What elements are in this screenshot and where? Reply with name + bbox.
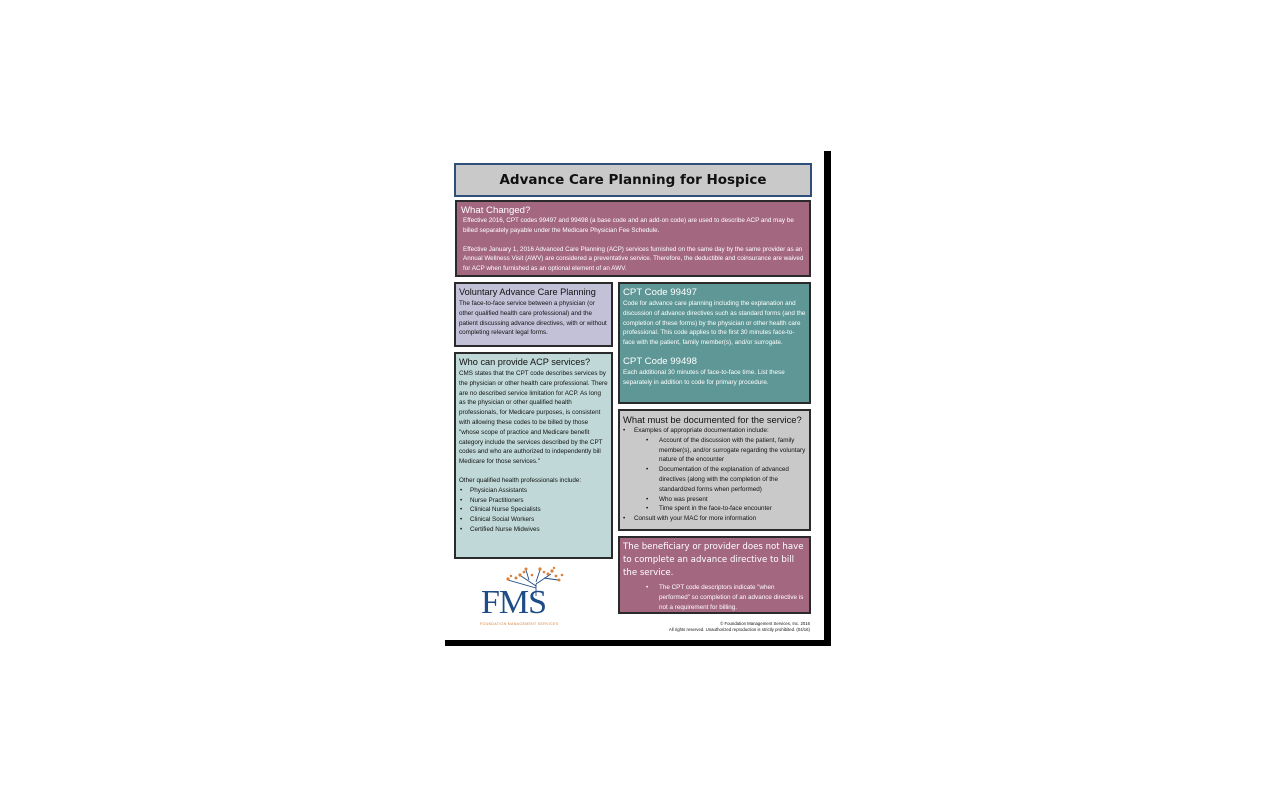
- cpt-codes-box: [618, 282, 811, 404]
- documentation-list: [623, 426, 806, 436]
- documentation-heading: What must be documented for the service?: [623, 414, 802, 425]
- what-changed-paragraph-2: Effective January 1, 2016 Advanced Care Planning (ACP) services furnished on the same day by the same provider as an Annual Wellness Visit (AWV) are considered a preventative service. Therefore, the deductible and coinsurance are waived for ACP when furnished as an optional element of an AWV.: [463, 245, 804, 273]
- cpt-99497-text: Code for advance care planning including the explanation and discussion of advance directives such as standard forms (and the completion of these forms) by the physician or other health care professional. This code applies to the first 30 minutes face-to-face with the patient, family member(s), and/or surrogate.: [623, 300, 806, 347]
- documentation-list-end: [623, 514, 806, 524]
- not-required-box: [618, 536, 811, 614]
- what-changed-heading: What Changed?: [461, 205, 531, 216]
- page-shadow-right: [824, 151, 831, 646]
- document-title: Advance Care Planning for Hospice: [499, 172, 767, 188]
- cpt-99498-text: Each additional 30 minutes of face-to-face time. List these separately in addition to code for primary procedure.: [623, 368, 785, 386]
- list-item: • Who was present: [633, 495, 806, 505]
- cpt-99498-heading: CPT Code 99498: [623, 355, 697, 367]
- voluntary-acp-heading: Voluntary Advance Care Planning: [459, 287, 596, 297]
- list-item: • Nurse Practitioners: [459, 496, 608, 506]
- copyright-line-1: © Foundation Management Services, Inc. 2016: [720, 621, 810, 626]
- not-required-heading: The beneficiary or provider does not have to complete an advance directive to bill the service.: [623, 542, 804, 578]
- documentation-box: [618, 409, 811, 531]
- fms-logo: [478, 566, 566, 630]
- list-item: • Certified Nurse Midwives: [459, 525, 608, 535]
- fms-logo-tagline: FOUNDATION MANAGEMENT SERVICES: [480, 622, 559, 626]
- list-item: • Clinical Social Workers: [459, 515, 608, 525]
- list-item: • Time spent in the face-to-face encounter: [633, 504, 806, 514]
- cpt-99497-heading: CPT Code 99497: [623, 287, 697, 298]
- copyright-notice: [640, 621, 810, 633]
- not-required-list: [646, 583, 806, 612]
- list-item: • Physician Assistants: [459, 486, 608, 496]
- page-shadow-bottom: [445, 640, 831, 646]
- professionals-list: [459, 486, 608, 535]
- list-item: • Consult with your MAC for more information: [623, 514, 806, 524]
- list-item: • The CPT code descriptors indicate "when performed" so completion of an advance directive is not a requirement for billing.: [646, 583, 806, 612]
- professionals-list-intro: Other qualified health professionals include:: [459, 476, 582, 484]
- voluntary-acp-box: [454, 282, 613, 347]
- list-item: • Examples of appropriate documentation include:: [623, 426, 806, 436]
- who-can-provide-heading: Who can provide ACP services?: [459, 357, 591, 367]
- documentation-sublist: [633, 436, 806, 514]
- fms-logo-mark: FMS: [481, 584, 547, 621]
- voluntary-acp-text: The face-to-face service between a physician (or other qualified health care professional) and the patient discussing advance directives, with or without completing relevant legal forms.: [459, 300, 607, 337]
- what-changed-paragraph-1: Effective 2016, CPT codes 99497 and 99498 (a base code and an add-on code) are used to describe ACP and may be billed separately payable under the Medicare Physician Fee Schedule.: [463, 217, 794, 234]
- what-changed-box: [455, 200, 811, 277]
- document-title-box: [454, 163, 812, 197]
- copyright-line-2: All rights reserved. Unauthorized reproduction is strictly prohibited. (04/16): [668, 627, 810, 632]
- list-item: • Documentation of the explanation of advanced directives (along with the completion of the standardized forms when performed): [633, 465, 806, 494]
- who-can-provide-box: [454, 352, 613, 559]
- list-item: • Clinical Nurse Specialists: [459, 505, 608, 515]
- who-can-provide-text: CMS states that the CPT code describes services by the physician or other health care professional. There are no described service limitation for ACP. As long as the physician or other qualified health professionals, for Medicare purposes, is consistent with allowing these codes to be billed by those "whose scope of practice and Medicare benefit category include the services described by the CPT codes and who are authorized to independently bill Medicare for those services.": [459, 370, 608, 466]
- list-item: • Account of the discussion with the patient, family member(s), and/or surrogate regarding the voluntary nature of the encounter: [633, 436, 806, 465]
